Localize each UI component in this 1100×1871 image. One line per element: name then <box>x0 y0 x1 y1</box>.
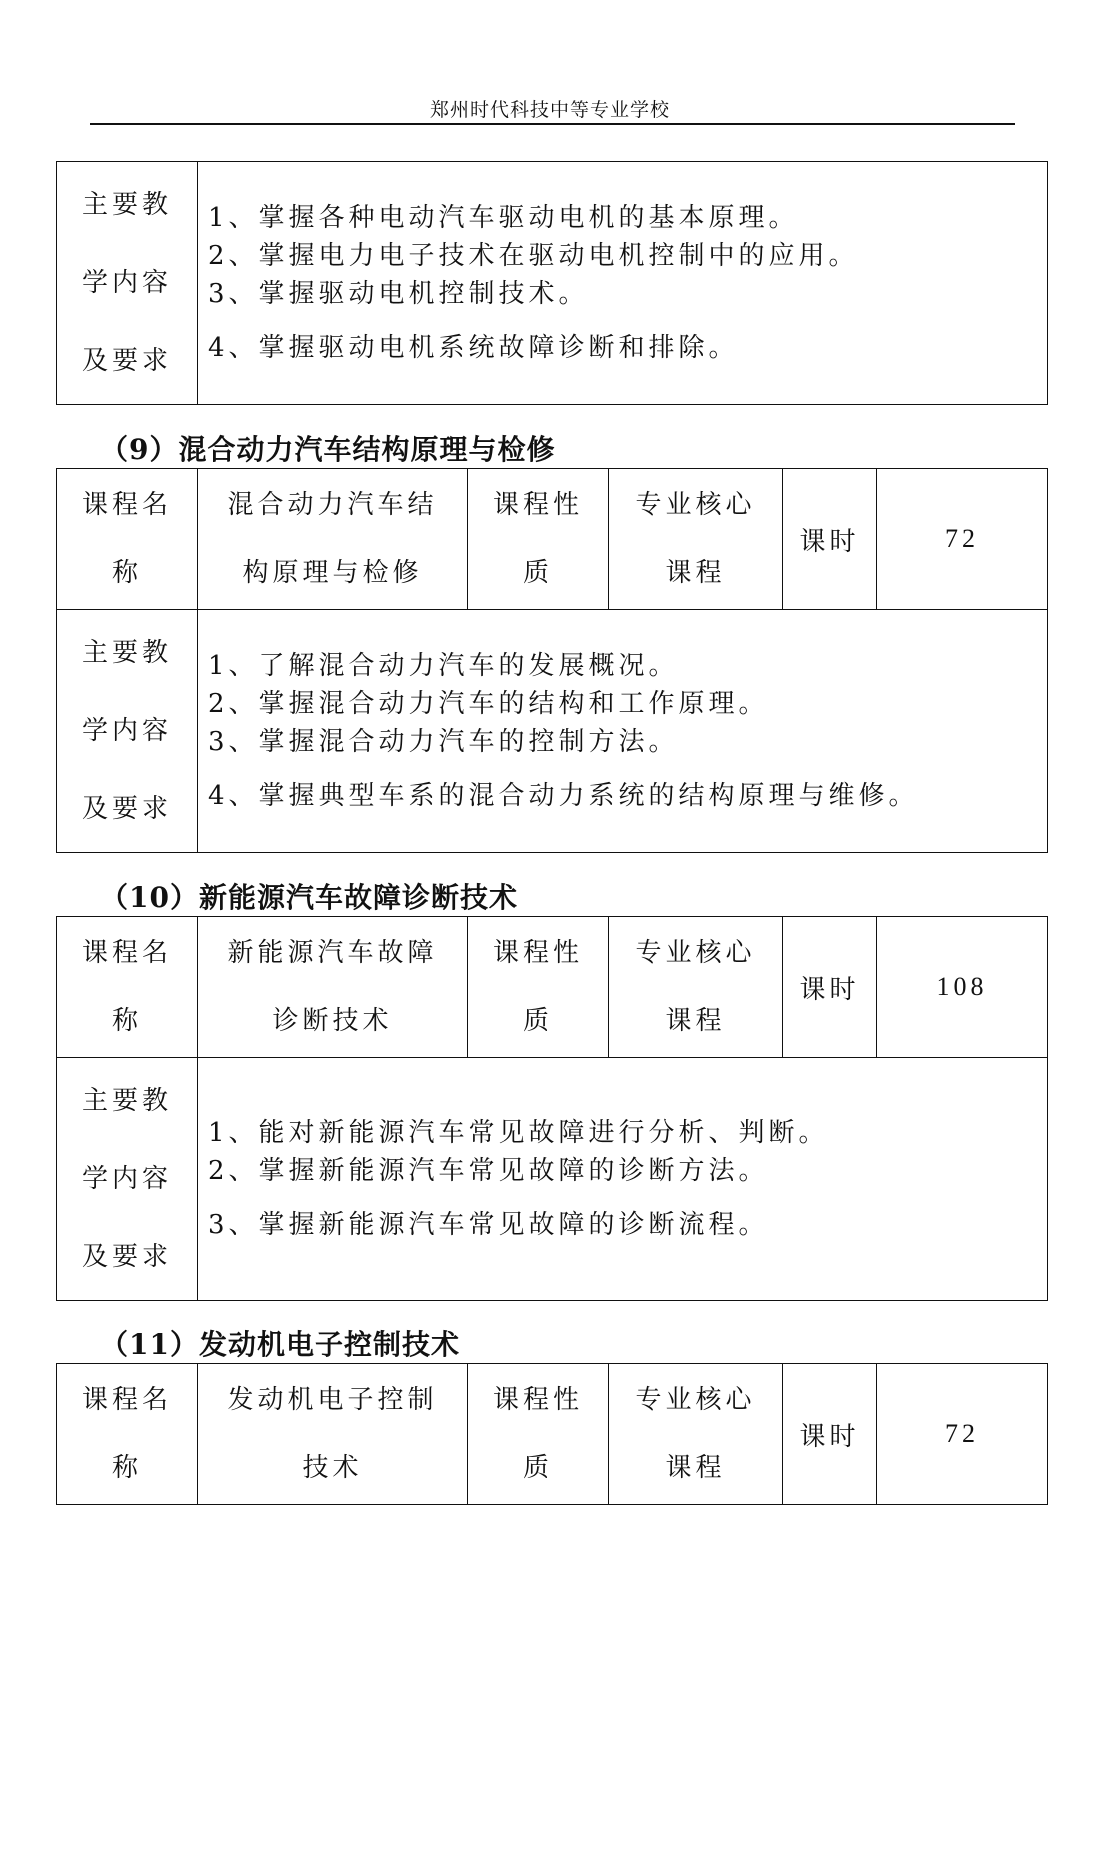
course-table-continued <box>56 161 1048 405</box>
section-title: （11）发动机电子控制技术 <box>100 1328 460 1361</box>
course-table-10 <box>56 916 1048 1301</box>
course-name: 新能源汽车故障 <box>227 938 438 968</box>
hours-value: 108 <box>877 917 1048 1058</box>
course-type-cell <box>609 469 783 610</box>
hours-label: 课时 <box>783 917 877 1058</box>
name-label: 课程名 <box>81 490 172 520</box>
content-label: 主要教 <box>81 638 172 668</box>
content-item: 1、能对新能源汽车常见故障进行分析、判断。 <box>208 1118 829 1148</box>
hours-value: 72 <box>877 1364 1048 1505</box>
course-type: 课程 <box>665 558 726 588</box>
course-type: 专业核心 <box>635 938 756 968</box>
course-name: 诊断技术 <box>272 1006 393 1036</box>
name-label: 称 <box>111 558 142 588</box>
name-label: 称 <box>111 1453 142 1483</box>
course-name-cell <box>198 917 468 1058</box>
nature-label-cell <box>468 1364 609 1505</box>
nature-label-cell <box>468 917 609 1058</box>
course-type-cell <box>609 917 783 1058</box>
section-title: （9）混合动力汽车结构原理与检修 <box>100 433 556 466</box>
content-item: 3、掌握混合动力汽车的控制方法。 <box>208 727 679 757</box>
name-label-cell <box>57 917 198 1058</box>
content-item: 2、掌握混合动力汽车的结构和工作原理。 <box>208 689 769 719</box>
content-item: 2、掌握新能源汽车常见故障的诊断方法。 <box>208 1156 769 1186</box>
nature-label-cell <box>468 469 609 610</box>
content-label: 学内容 <box>81 1164 172 1194</box>
content-item: 4、掌握驱动电机系统故障诊断和排除。 <box>208 333 739 363</box>
content-label-cell <box>57 162 198 405</box>
content-cell <box>198 610 1048 853</box>
course-name: 发动机电子控制 <box>227 1385 438 1415</box>
content-item: 4、掌握典型车系的混合动力系统的结构原理与维修。 <box>208 781 919 811</box>
content-label: 及要求 <box>81 346 172 376</box>
course-name-cell <box>198 469 468 610</box>
nature-label: 课程性 <box>492 490 583 520</box>
hours-label: 课时 <box>783 469 877 610</box>
course-type: 课程 <box>665 1006 726 1036</box>
course-type: 专业核心 <box>635 490 756 520</box>
nature-label: 质 <box>522 1006 553 1036</box>
nature-label: 课程性 <box>492 938 583 968</box>
content-label: 学内容 <box>81 716 172 746</box>
course-type: 专业核心 <box>635 1385 756 1415</box>
nature-label: 质 <box>522 1453 553 1483</box>
content-cell <box>198 162 1048 405</box>
content-item: 3、掌握驱动电机控制技术。 <box>208 279 589 309</box>
content-cell <box>198 1058 1048 1301</box>
section-title: （10）新能源汽车故障诊断技术 <box>100 881 518 914</box>
name-label-cell <box>57 469 198 610</box>
name-label: 课程名 <box>81 938 172 968</box>
nature-label: 质 <box>522 558 553 588</box>
content-label: 学内容 <box>81 268 172 298</box>
content-label-cell <box>57 1058 198 1301</box>
course-table-9 <box>56 468 1048 853</box>
name-label: 称 <box>111 1006 142 1036</box>
course-name-cell <box>198 1364 468 1505</box>
page-header: 郑州时代科技中等专业学校 <box>429 99 670 121</box>
course-type: 课程 <box>665 1453 726 1483</box>
header-rule <box>90 123 1015 125</box>
course-name: 构原理与检修 <box>242 558 423 588</box>
content-label: 及要求 <box>81 1242 172 1272</box>
content-label: 及要求 <box>81 794 172 824</box>
hours-value: 72 <box>877 469 1048 610</box>
name-label: 课程名 <box>81 1385 172 1415</box>
content-item: 1、掌握各种电动汽车驱动电机的基本原理。 <box>208 203 799 233</box>
content-label: 主要教 <box>81 190 172 220</box>
course-name: 技术 <box>302 1453 363 1483</box>
name-label-cell <box>57 1364 198 1505</box>
content-item: 3、掌握新能源汽车常见故障的诊断流程。 <box>208 1210 769 1240</box>
content-item: 1、了解混合动力汽车的发展概况。 <box>208 651 679 681</box>
content-label-cell <box>57 610 198 853</box>
course-type-cell <box>609 1364 783 1505</box>
hours-label: 课时 <box>783 1364 877 1505</box>
content-item: 2、掌握电力电子技术在驱动电机控制中的应用。 <box>208 241 859 271</box>
content-label: 主要教 <box>81 1086 172 1116</box>
course-name: 混合动力汽车结 <box>227 490 438 520</box>
course-table-11 <box>56 1363 1048 1505</box>
nature-label: 课程性 <box>492 1385 583 1415</box>
